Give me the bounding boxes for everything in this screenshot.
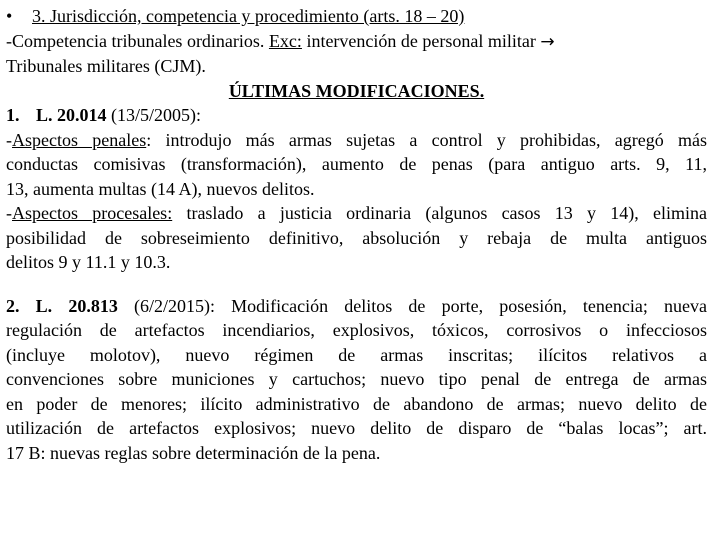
competence-text: -Competencia tribunales ordinarios. [6,30,269,51]
law1-heading [6,103,707,128]
competence-line [6,29,707,55]
law1-number: 1. [6,105,20,125]
procedural-aspects-label: Aspectos procesales: [12,203,173,223]
law1-penal-line-2: conductas comisivas (transformación), aumento de penas (para antiguo arts. 9, 11, [6,154,707,174]
law2-line-7: 17 B: nuevas reglas sobre determinación de la pena. [6,442,381,463]
exception-label: Exc: [268,30,302,51]
document-page [6,4,707,465]
law2-line-4: convenciones sobre municiones y cartuchos; nuevo tipo penal de entrega de armas [6,369,707,389]
section-heading-line [6,4,707,29]
paragraph-spacer [6,275,707,294]
modifications-title-text: ÚLTIMAS MODIFICACIONES. [228,80,485,101]
law1-penal-line-3: 13, aumenta multas (14 A), nuevos delitos. [6,178,315,199]
section-heading: 3. Jurisdicción, competencia y procedimiento (arts. 18 – 20) [32,6,465,26]
law1-date: (13/5/2005): [106,105,202,125]
law2-line-3: (incluye molotov), nuevo régimen de armas inscritas; ilícitos relativos a [6,344,707,365]
penal-aspects-text-1: : introdujo más armas sujetas a control y prohibidas, agregó más [146,129,707,150]
law1-procedural-line-2: posibilidad de sobreseimiento definitivo, absolución y rebaja de multa antiguos [6,227,707,248]
competence-line-2: Tribunales militares (CJM). [6,56,206,76]
law2-line-1 [6,294,707,319]
law2-line-6: utilización de artefactos explosivos; nuevo delito de disparo de “balas locas”; art. [6,418,707,438]
law1-procedural-line-3: delitos 9 y 11.1 y 10.3. [6,252,171,272]
procedural-aspects-text-1: traslado a justicia ordinaria (algunos casos 13 y 14), elimina [172,203,707,223]
law2-line-2: regulación de artefactos incendiarios, explosivos, tóxicos, corrosivos o infecciosos [6,320,707,340]
law1-procedural-line-1: -Aspectos procesales: traslado a justicia ordinaria (algunos casos 13 y 14), elimina [6,203,707,223]
arrow-right-icon: → [540,31,555,52]
modifications-title [6,79,707,104]
law2-text-1: (6/2/2015): Modificación delitos de porte, posesión, tenencia; nueva [117,295,707,316]
bullet-icon: • [6,6,13,26]
penal-aspects-label: Aspectos penales [12,129,147,150]
competence-exception-text: intervención de personal militar [301,30,541,51]
law1-name: L. 20.014 [36,105,107,125]
law1-penal-line-1: -Aspectos penales: introdujo más armas sujetas a control y prohibidas, agregó más [6,129,707,150]
law2-line-5: en poder de menores; ilícito administrativo de abandono de armas; nuevo delito de [6,393,707,414]
law2-name: 2. L. 20.813 [6,295,118,316]
